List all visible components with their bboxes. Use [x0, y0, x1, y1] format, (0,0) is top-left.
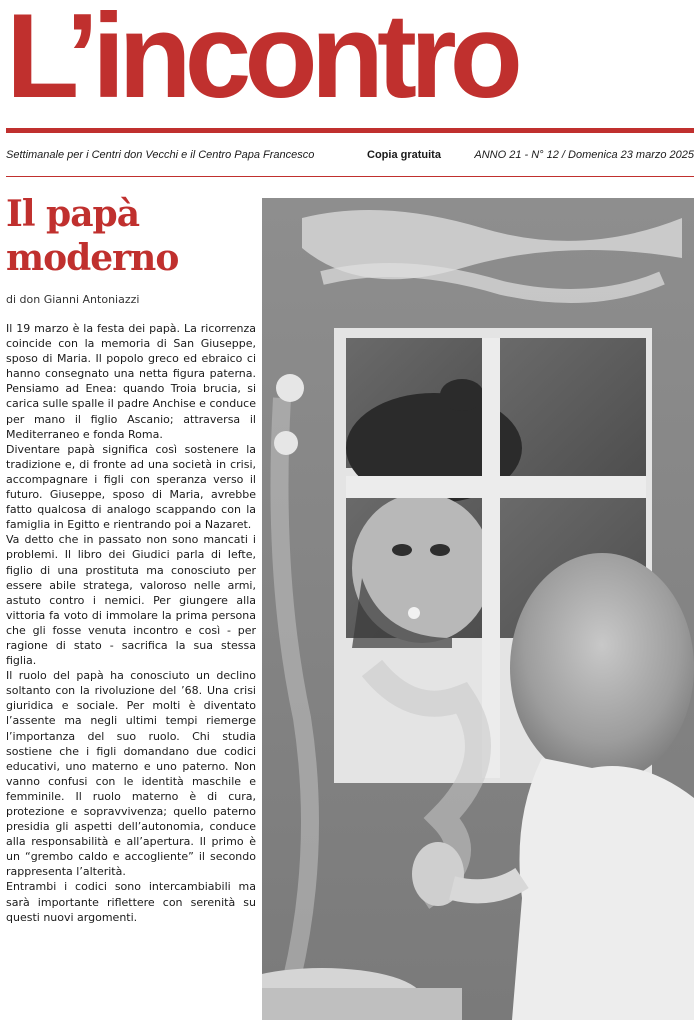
issue-info: ANNO 21 - N° 12 / Domenica 23 marzo 2025	[474, 149, 694, 161]
article-paragraph: Va detto che in passato non sono mancati i problemi. Il libro dei Giudici parla di Iefte, figlio di una prostituta ma conosciuto per essere abile stratega, valoroso nelle armi, astuto contro i nemici. Per giungere alla vittoria fa voto di immolare la prima persona che gli fosse venuta incontro e così - per ragione di stato - sacrifica la sua stessa figlia.	[6, 533, 256, 668]
masthead-logo: L’incontro	[6, 0, 516, 123]
photo-illustration	[262, 198, 694, 1020]
article-byline: di don Gianni Antoniazzi	[6, 293, 140, 306]
article-title-line2: moderno	[6, 237, 179, 279]
subline-rule	[6, 176, 694, 177]
article-paragraph: Il 19 marzo è la festa dei papà. La ricorrenza coincide con la memoria di San Giuseppe, sposo di Maria. Il popolo greco ed ebraico ci hanno consegnato una netta figura paterna. Pensiamo ad Enea: quando Troia brucia, si carica sulle spalle il padre Anchise e conduce per mano il figlio Ascanio; attraversa il Mediterraneo e fonda Roma.	[6, 322, 256, 441]
tagline: Settimanale per i Centri don Vecchi e il Centro Papa Francesco	[6, 149, 315, 161]
article-paragraph: Diventare papà significa così sostenere la tradizione e, di fronte ad una società in crisi, accompagnare i figli con speranza verso il futuro. Giuseppe, sposo di Maria, avrebbe fatto qualcosa di analogo scappando con la famiglia in Egitto e rientrando poi a Nazaret.	[6, 442, 256, 532]
article-photo	[262, 198, 694, 1020]
article-title	[6, 192, 256, 280]
article-paragraph: Il ruolo del papà ha conosciuto un declino soltanto con la rivoluzione del ’68. Una crisi giuridica e sociale. Per molti è diventato l’assente ma negli ultimi tempi riemerge l’importanza del suo ruolo. Chi studia sostiene che i figli domandano due codici educativi, uno materno e uno paterno. Non vanno confusi con le identità maschile e femminile. Il ruolo materno è di cura, protezione e sopravvivenza; quello paterno presidia gli aspetti dell’autonomia, conduce alla responsabilità e all’apertura. Il primo è un “grembo caldo e accogliente” il secondo rappresenta l’alterità.	[6, 669, 256, 879]
article-title-line1: Il papà	[6, 193, 140, 235]
article-body	[6, 321, 256, 1021]
free-copy-label: Copia gratuita	[367, 149, 441, 161]
masthead-subline	[6, 149, 694, 167]
article-paragraph: Entrambi i codici sono intercambiabili ma sarà importante riflettere con serenità su questi nuovi argomenti.	[6, 880, 256, 924]
masthead-rule	[6, 128, 694, 133]
